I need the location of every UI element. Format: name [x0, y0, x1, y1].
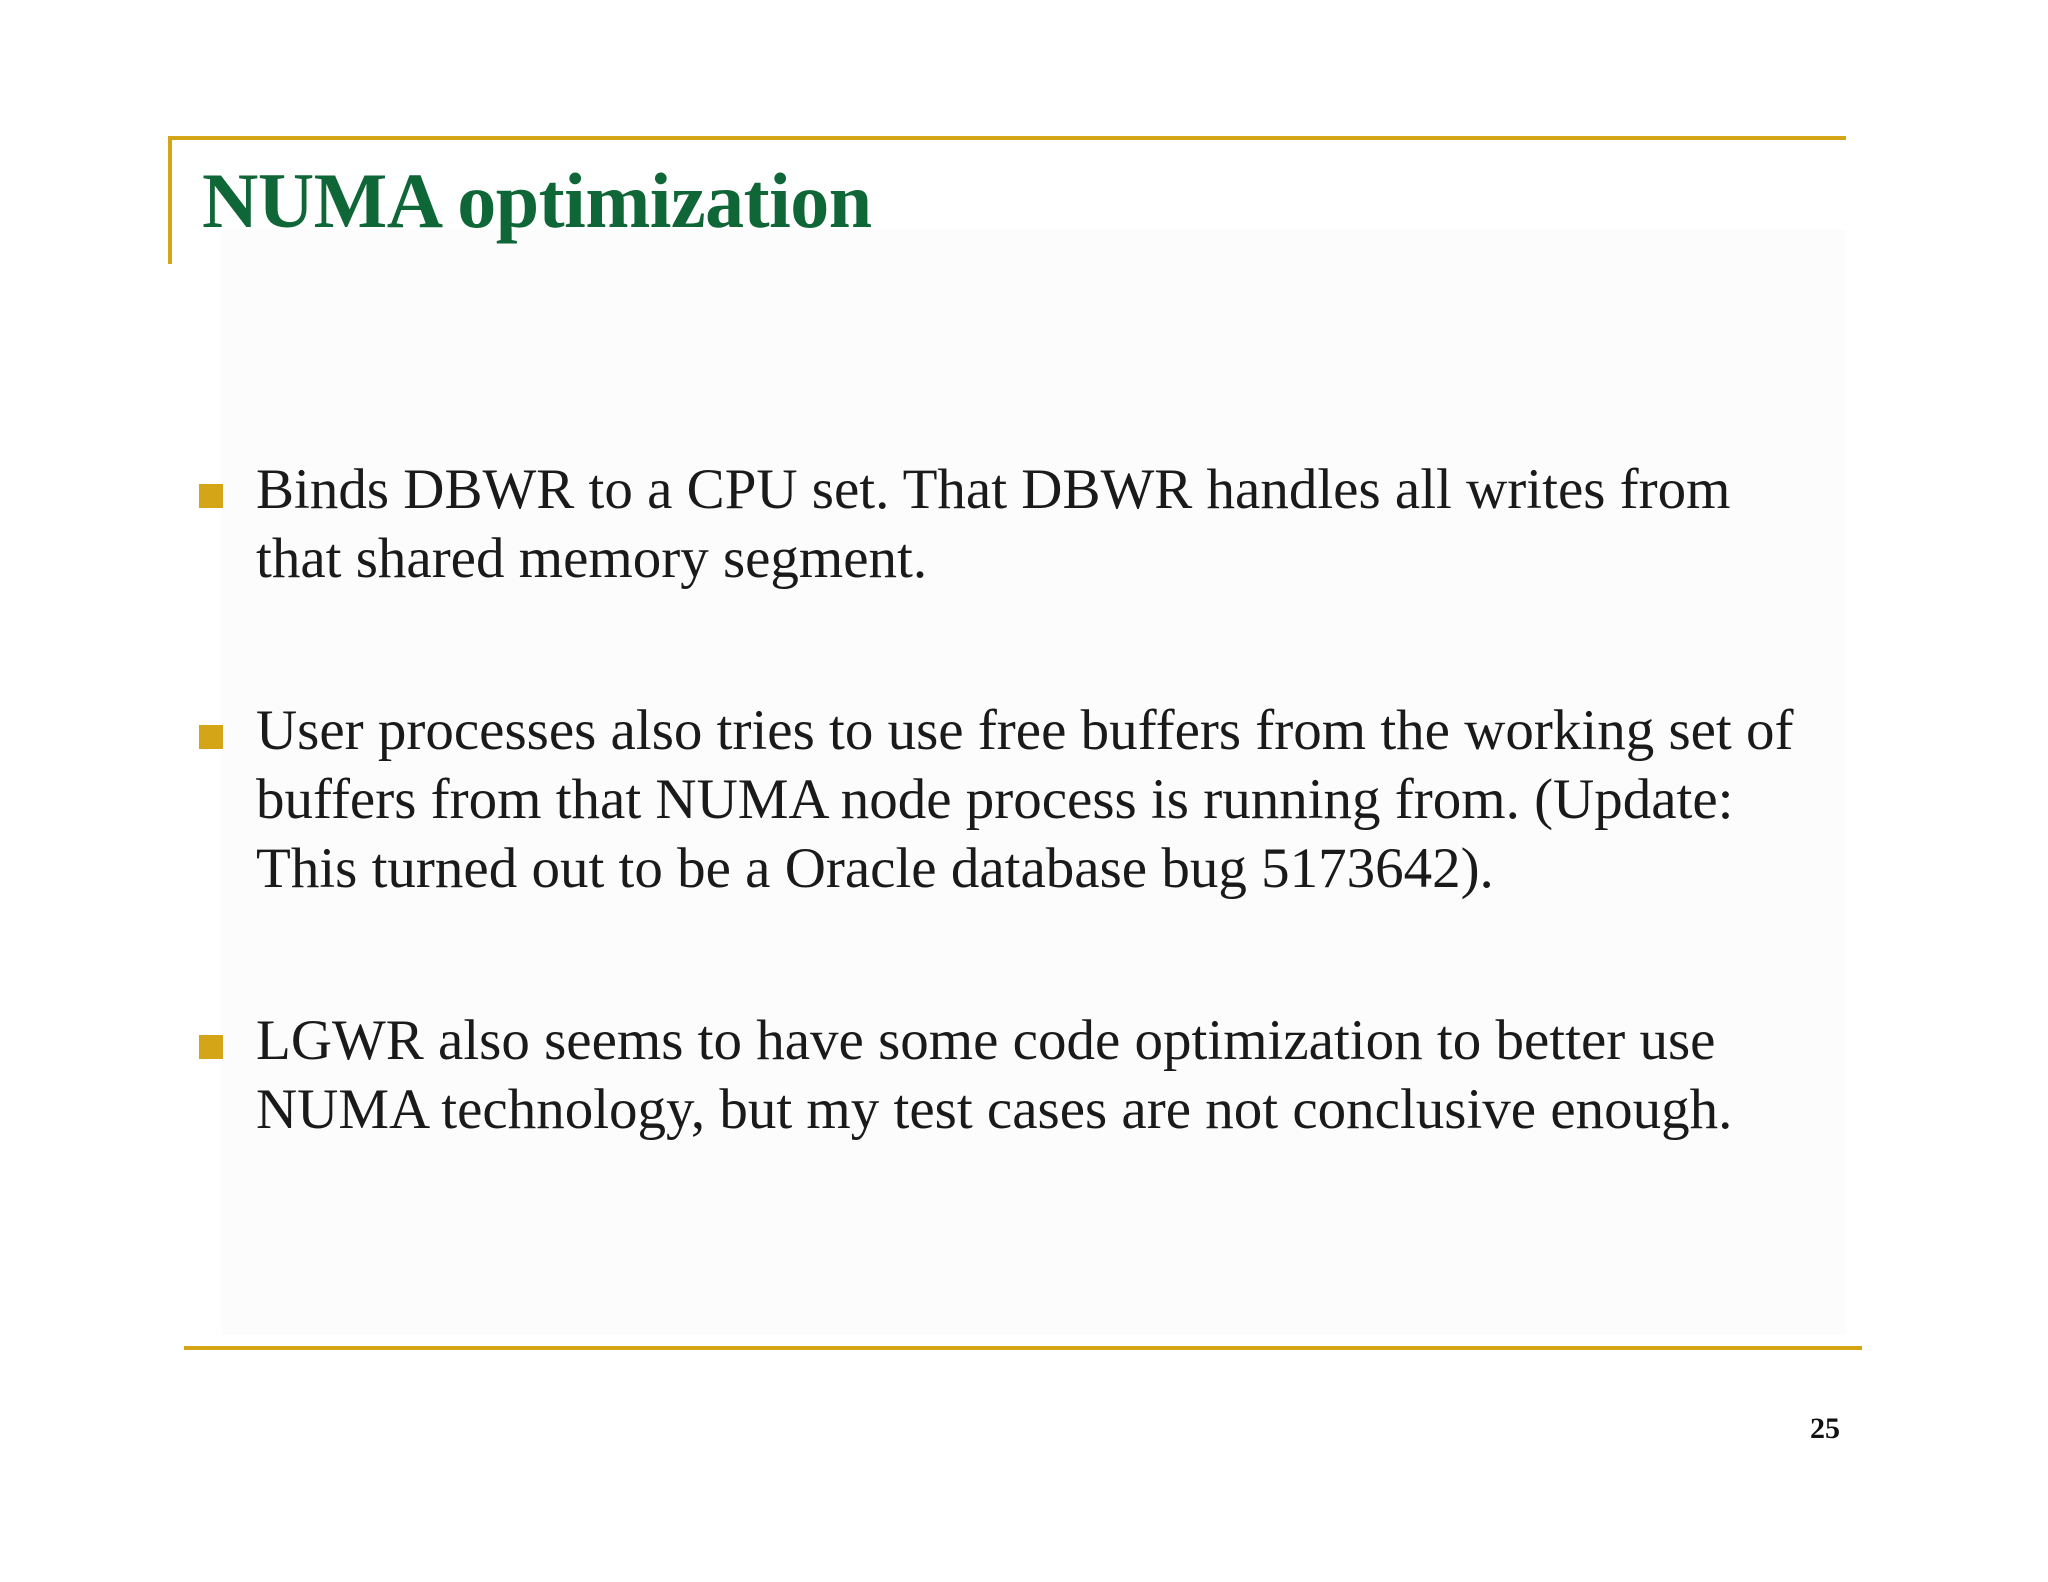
- slide-title: NUMA optimization: [202, 157, 872, 244]
- title-frame-left-rule: [168, 136, 172, 264]
- title-frame-top-rule: [168, 136, 1846, 140]
- square-bullet-icon: [199, 725, 223, 749]
- bullet-item: [196, 1006, 1836, 1144]
- bullet-item: [196, 455, 1836, 593]
- page-number: 25: [1810, 1412, 1840, 1445]
- bullet-item: [196, 696, 1836, 903]
- bullet-text: LGWR also seems to have some code optimization to better use NUMA technology, but my test cases are not conclusive enough.: [256, 1009, 1733, 1141]
- square-bullet-icon: [199, 484, 223, 508]
- square-bullet-icon: [199, 1035, 223, 1059]
- footer-rule: [184, 1346, 1862, 1350]
- bullet-text: Binds DBWR to a CPU set. That DBWR handles all writes from that shared memory segment.: [256, 458, 1731, 590]
- bullet-list: [196, 455, 1836, 1144]
- bullet-text: User processes also tries to use free buffers from the working set of buffers from that NUMA node process is running from. (Update: This turned out to be a Oracle database bug 5173642).: [256, 699, 1794, 900]
